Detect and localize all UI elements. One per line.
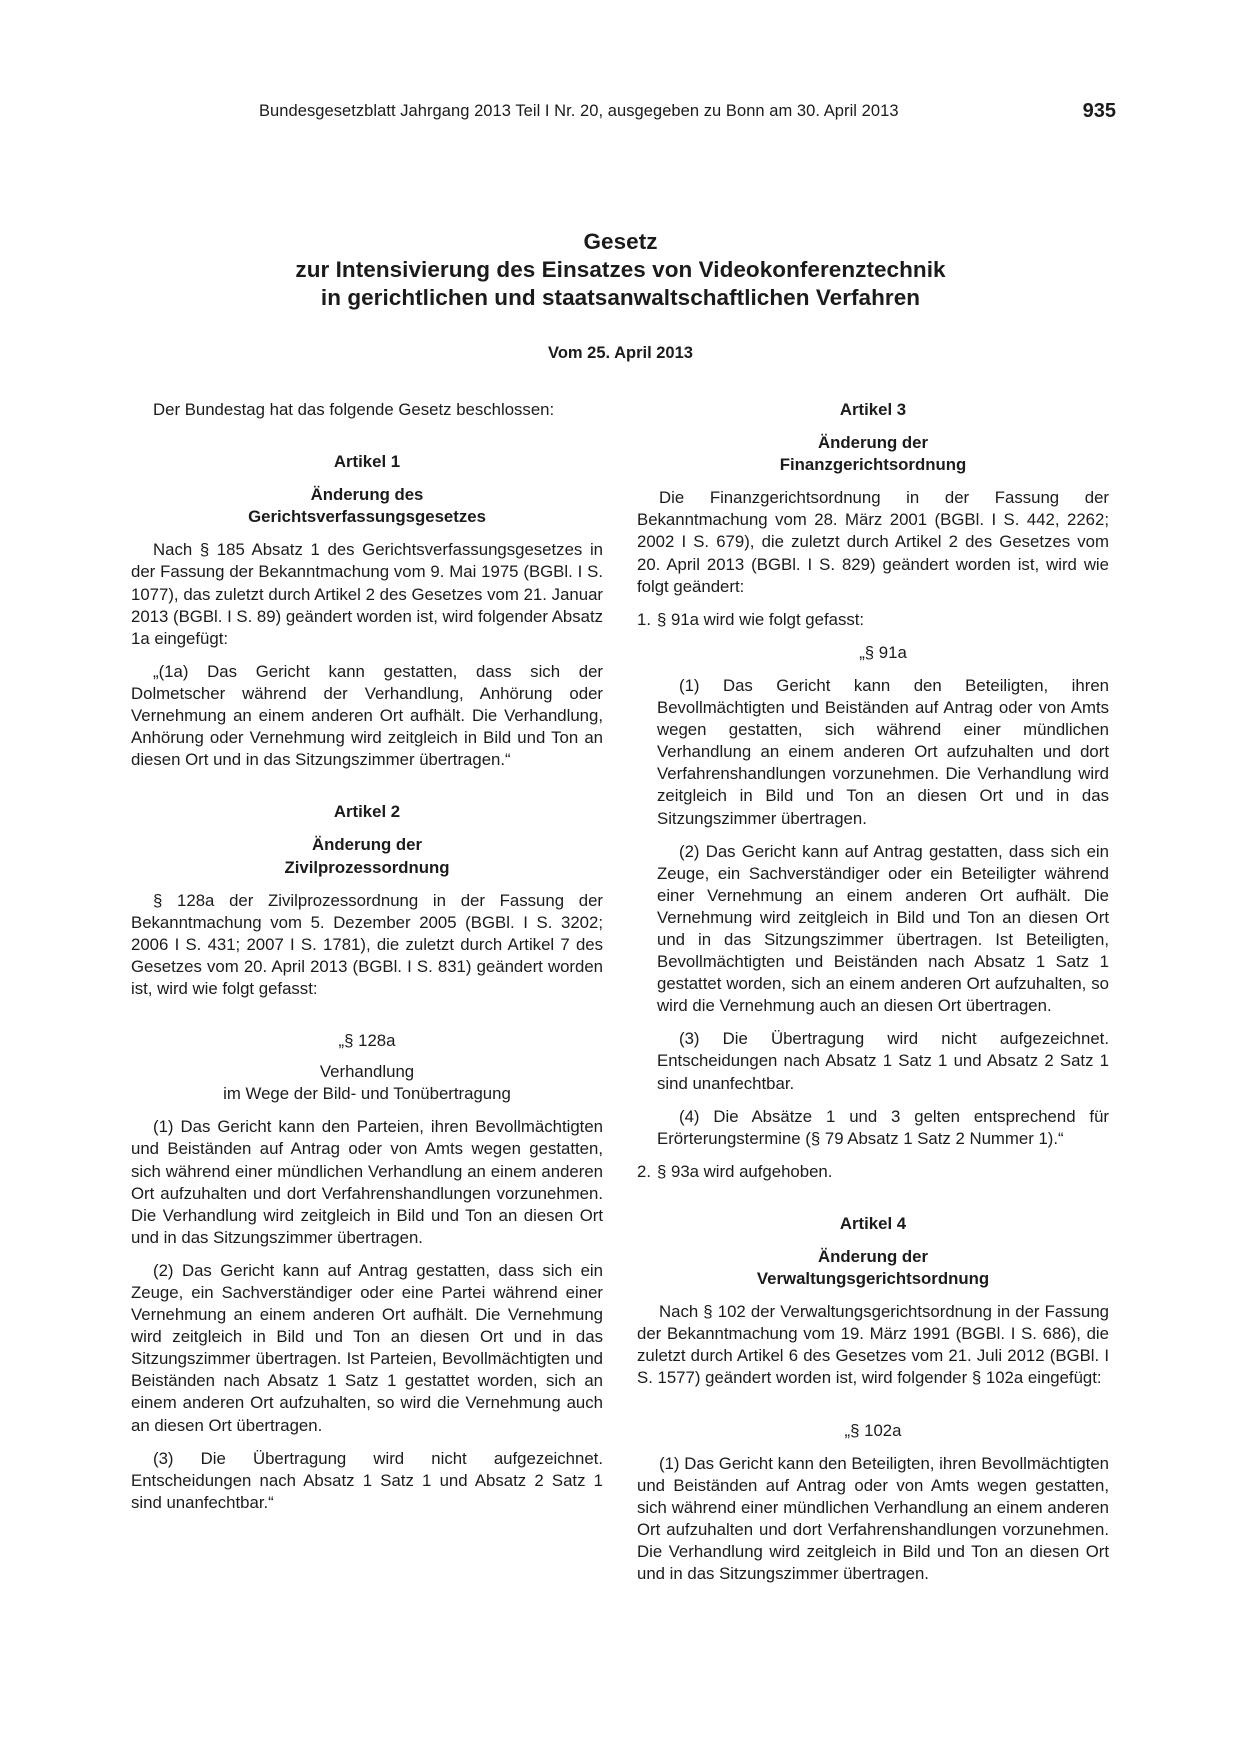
list-item-2-text: § 93a wird aufgehoben. — [657, 1161, 833, 1181]
section-128a-title-line-2: im Wege der Bild- und Tonübertragung — [223, 1084, 511, 1104]
law-title-line-1: Gesetz — [583, 229, 658, 254]
section-91a-paragraph-4: (4) Die Absätze 1 und 3 gelten entsprechend für Erörterungstermine (§ 79 Absatz 1 Satz 2 Nummer 1).“ — [657, 1106, 1109, 1148]
article-2-text: § 128a der Zivilprozessordnung in der Fassung der Bekanntmachung vom 5. Dezember 2005 (BGBl. I S. 3202; 2006 I S. 431; 2007 I S. 1781), die zuletzt durch Artikel 7 des Gesetzes vom 20. April 2013 (BGBl. I S. 831) geändert worden ist, wird wie folgt gefasst: — [131, 890, 603, 998]
section-102a-label: „§ 102a — [844, 1420, 902, 1440]
page-number: 935 — [1082, 100, 1116, 122]
article-2-title — [131, 834, 603, 878]
section-128a-title-line-1: Verhandlung — [319, 1062, 415, 1082]
list-number-2: 2. — [637, 1161, 651, 1181]
section-91a-paragraph-1: (1) Das Gericht kann den Beteiligten, ihren Bevollmächtigten und Beiständen auf Antrag oder von Amts wegen gestatten, sich während einer mündlichen Verhandlung an einem anderen Ort aufzuhalten und dort Verfahrenshandlungen vorzunehmen. Die Verhandlung wird zeitgleich in Bild und Ton an diesen Ort und in das Sitzungszimmer übertragen. — [657, 675, 1109, 828]
law-title-line-3: in gerichtlichen und staatsanwaltschaftlichen Verfahren — [320, 285, 921, 310]
article-4-text: Nach § 102 der Verwaltungsgerichtsordnung in der Fassung der Bekanntmachung vom 19. März 1991 (BGBl. I S. 686), die zuletzt durch Artikel 6 des Gesetzes vom 21. Juli 2012 (BGBl. I S. 1577) geändert worden ist, wird folgender § 102a eingefügt: — [637, 1302, 1109, 1388]
list-item-1-text: § 91a wird wie folgt gefasst: — [657, 609, 865, 629]
article-2-number: Artikel 2 — [333, 802, 401, 822]
article-4-title-line-2: Verwaltungsgerichtsordnung — [756, 1269, 990, 1289]
section-128a-paragraph-3: (3) Die Übertragung wird nicht aufgezeichnet. Entscheidungen nach Absatz 1 Satz 1 und Absatz 2 Satz 1 sind unanfechtbar.“ — [131, 1448, 603, 1512]
law-title-line-2: zur Intensivierung des Einsatzes von Videokonferenztechnik — [295, 257, 946, 282]
list-number-1: 1. — [637, 609, 651, 629]
article-1-text: Nach § 185 Absatz 1 des Gerichtsverfassungsgesetzes in der Fassung der Bekanntmachung vom 9. Mai 1975 (BGBl. I S. 1077), das zuletzt durch Artikel 2 des Gesetzes vom 21. Januar 2013 (BGBl. I S. 89) geändert worden ist, wird folgender Absatz 1a eingefügt: — [131, 540, 603, 648]
article-3-list-item-2 — [637, 1161, 1109, 1183]
article-1-title — [131, 484, 603, 528]
right-column — [637, 399, 1109, 1585]
article-3-number: Artikel 3 — [839, 400, 907, 419]
article-3-title-line-2: Finanzgerichtsordnung — [779, 455, 967, 475]
section-128a-label: „§ 128a — [338, 1031, 396, 1051]
article-2-title-line-2: Zivilprozessordnung — [284, 857, 450, 877]
section-91a-paragraph-2: (2) Das Gericht kann auf Antrag gestatten, dass sich ein Zeuge, ein Sachverständiger oder ein Beteiligter während einer Vernehmung an einem anderen Ort aufhält. Die Vernehmung wird zeitgleich in Bild und Ton an diesen Ort und in das Sitzungszimmer übertragen. Ist Beteiligten, Bevollmächtigten und Beiständen nach Absatz 1 Satz 1 gestattet worden, sich an einem anderen Ort aufzuhalten, so wird die Vernehmung auch an diesen Ort übertragen. — [657, 841, 1109, 1016]
article-3-title-line-1: Änderung der — [817, 433, 928, 453]
law-title-block — [130, 228, 1111, 364]
article-4-number: Artikel 4 — [839, 1213, 907, 1233]
article-4-title-line-1: Änderung der — [817, 1247, 928, 1266]
article-1-title-line-2: Gerichtsverfassungsgesetzes — [248, 507, 486, 527]
section-102a-paragraph-1: (1) Das Gericht kann den Beteiligten, ihren Bevollmächtigten und Beiständen auf Antrag oder von Amts wegen gestatten, sich während einer mündlichen Verhandlung an einem anderen Ort aufzuhalten und dort Verfahrenshandlungen vorzunehmen. Die Verhandlung wird zeitgleich in Bild und Ton an diesen Ort und in das Sitzungszimmer übertragen. — [637, 1453, 1109, 1584]
section-128a-paragraph-2: (2) Das Gericht kann auf Antrag gestatten, dass sich ein Zeuge, ein Sachverständiger oder eine Partei während einer Vernehmung an einem anderen Ort aufhält. Die Vernehmung wird zeitgleich in Bild und Ton an diesen Ort und in das Sitzungszimmer übertragen. Ist Parteien, Bevollmächtigten und Beiständen nach Absatz 1 Satz 1 gestattet worden, sich an einem anderen Ort aufzuhalten, so wird die Vernehmung auch an diesen Ort übertragen. — [131, 1260, 603, 1435]
article-4-title — [637, 1246, 1109, 1290]
section-128a-paragraph-1: (1) Das Gericht kann den Parteien, ihren Bevollmächtigten und Beiständen auf Antrag oder von Amts wegen gestatten, sich während einer mündlichen Verhandlung an einem anderen Ort aufzuhalten und dort Verfahrenshandlungen vorzunehmen. Die Verhandlung wird zeitgleich in Bild und Ton an diesen Ort und in das Sitzungszimmer übertragen. — [131, 1117, 603, 1247]
section-91a-block — [637, 642, 1109, 1150]
running-title: Bundesgesetzblatt Jahrgang 2013 Teil I Nr. 20, ausgegeben zu Bonn am 30. April 2013 — [259, 102, 899, 120]
article-3-title — [637, 432, 1109, 476]
law-date: Vom 25. April 2013 — [548, 344, 693, 362]
article-1-number: Artikel 1 — [333, 452, 401, 472]
article-1-title-line-1: Änderung des — [310, 485, 424, 505]
intro-text: Der Bundestag hat das folgende Gesetz beschlossen: — [153, 400, 555, 419]
left-column — [131, 399, 603, 1514]
article-1-quote: „(1a) Das Gericht kann gestatten, dass sich der Dolmetscher während der Verhandlung, Anhörung oder Vernehmung an einem anderen Ort aufhält. Die Verhandlung, Anhörung oder Vernehmung wird zeitgleich in Bild und Ton an diesen Ort und in das Sitzungszimmer übertragen.“ — [131, 661, 603, 770]
article-3-list-item-1 — [637, 609, 1109, 631]
article-2-title-line-1: Änderung der — [311, 835, 422, 855]
article-3-text: Die Finanzgerichtsordnung in der Fassung der Bekanntmachung vom 28. März 2001 (BGBl. I S. 442, 2262; 2002 I S. 679), die zuletzt durch Artikel 2 des Gesetzes vom 20. April 2013 (BGBl. I S. 829) geändert worden ist, wird wie folgt geändert: — [637, 488, 1109, 596]
section-91a-label: „§ 91a — [859, 642, 907, 662]
section-128a-title — [131, 1061, 603, 1105]
page-header — [259, 100, 1116, 130]
section-91a-paragraph-3: (3) Die Übertragung wird nicht aufgezeichnet. Entscheidungen nach Absatz 1 Satz 1 und Absatz 2 Satz 1 sind unanfechtbar. — [657, 1029, 1109, 1093]
